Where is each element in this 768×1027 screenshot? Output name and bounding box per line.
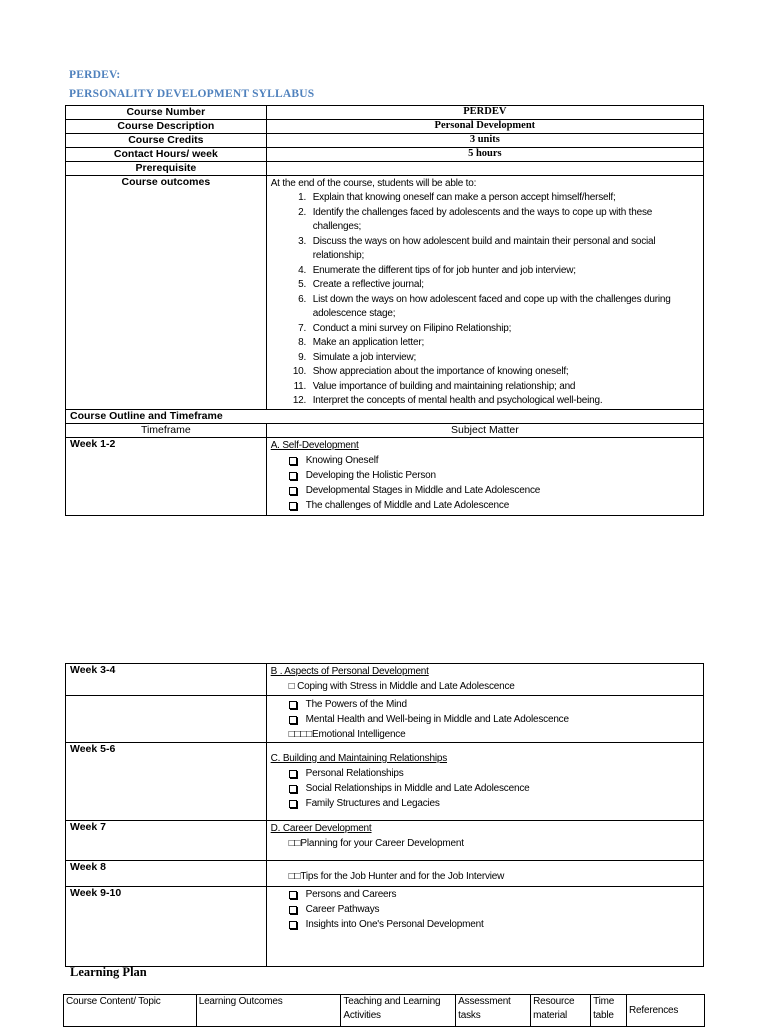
learning-plan-table <box>63 994 705 1027</box>
document-title-line1: PERDEV: <box>69 69 121 81</box>
week-label: Week 3-4 <box>66 664 267 696</box>
checkbox-bullet-icon <box>289 906 297 914</box>
subject-cell <box>266 743 703 821</box>
topic-item: Developmental Stages in Middle and Late Adolescence <box>289 483 699 498</box>
document-title-line2: PERSONALITY DEVELOPMENT SYLLABUS <box>69 88 315 100</box>
week-label: Week 7 <box>66 821 267 861</box>
checkbox-bullet-icon <box>289 891 297 899</box>
lp-column-header: Resource material <box>531 995 591 1027</box>
topic-item: Career Pathways <box>289 902 699 917</box>
topic-list <box>271 887 699 932</box>
topic-list <box>271 766 699 811</box>
outline-title: Course Outline and Timeframe <box>66 410 704 424</box>
outcome-item: 5. Create a reflective journal; <box>309 278 699 293</box>
checkbox-bullet-icon <box>289 800 297 808</box>
course-description-label: Course Description <box>66 120 267 134</box>
outcome-item: 2. Identify the challenges faced by adolescents and the ways to cope up with these challenges; <box>309 206 699 235</box>
outcome-item: 11. Value importance of building and maintaining relationship; and <box>309 380 699 395</box>
prerequisite-label: Prerequisite <box>66 162 267 176</box>
missing-glyph-icon: □□ <box>288 871 301 882</box>
outcome-item: 4. Enumerate the different tips of for job hunter and job interview; <box>309 264 699 279</box>
outcome-item: 7. Conduct a mini survey on Filipino Relationship; <box>309 322 699 337</box>
topic-item: Knowing Oneself <box>289 453 699 468</box>
subject-cell <box>266 664 703 696</box>
subject-matter-header: Subject Matter <box>266 424 703 438</box>
outcome-item: 8. Make an application letter; <box>309 336 699 351</box>
subject-cell <box>266 821 703 861</box>
checkbox-bullet-icon <box>289 716 297 724</box>
outcome-item: 6. List down the ways on how adolescent faced and cope up with the challenges during adolescence stage; <box>309 293 699 322</box>
topic-item: □ Coping with Stress in Middle and Late Adolescence <box>288 681 515 692</box>
section-heading: D. Career Development <box>270 823 372 834</box>
empty-timeframe-cell <box>66 696 267 743</box>
contact-hours-label: Contact Hours/ week <box>66 148 267 162</box>
subject-cell <box>266 438 703 516</box>
topic-item: Developing the Holistic Person <box>289 468 699 483</box>
topic-item: Social Relationships in Middle and Late Adolescence <box>289 781 699 796</box>
checkbox-bullet-icon <box>289 785 297 793</box>
topic-item: The Powers of the Mind <box>289 697 699 712</box>
timeframe-header: Timeframe <box>66 424 267 438</box>
topic-item: Mental Health and Well-being in Middle and Late Adolescence <box>289 712 699 727</box>
outcome-item: 12. Interpret the concepts of mental health and psychological well-being. <box>309 394 699 409</box>
outline-continued-table <box>65 663 704 967</box>
lp-column-header: Assessment tasks <box>456 995 531 1027</box>
week-label: Week 5-6 <box>66 743 267 821</box>
outcome-item: 3. Discuss the ways on how adolescent build and maintain their personal and social relationship; <box>309 235 699 264</box>
checkbox-bullet-icon <box>289 472 297 480</box>
learning-plan-title: Learning Plan <box>70 965 147 979</box>
topic-item: Insights into One's Personal Development <box>289 917 699 932</box>
checkbox-bullet-icon <box>289 502 297 510</box>
subject-cell <box>266 887 703 967</box>
topic-item: □□Tips for the Job Hunter and for the Job Interview <box>288 871 505 882</box>
checkbox-bullet-icon <box>289 770 297 778</box>
week-label: Week 1-2 <box>66 438 267 516</box>
week-label: Week 8 <box>66 861 267 887</box>
section-heading: B . Aspects of Personal Development <box>270 666 429 677</box>
checkbox-bullet-icon <box>289 487 297 495</box>
course-number-value: PERDEV <box>266 106 703 120</box>
checkbox-bullet-icon <box>289 457 297 465</box>
outcome-item: 1. Explain that knowing oneself can make a person accept himself/herself; <box>309 191 699 206</box>
topic-item: Personal Relationships <box>289 766 699 781</box>
topic-item: □□□□Emotional Intelligence <box>288 729 406 740</box>
topic-item: Family Structures and Legacies <box>289 796 699 811</box>
topic-item: Persons and Careers <box>289 887 699 902</box>
topic-item: □□Planning for your Career Development <box>288 838 464 849</box>
outcomes-intro: At the end of the course, students will be able to: <box>270 178 477 189</box>
course-info-table <box>65 105 704 516</box>
subject-cell <box>266 696 703 743</box>
topic-list <box>271 453 699 513</box>
contact-hours-value: 5 hours <box>266 148 703 162</box>
missing-glyph-icon: □□ <box>288 838 301 849</box>
course-outcomes-cell <box>266 176 703 410</box>
topic-item: The challenges of Middle and Late Adolescence <box>289 498 699 513</box>
course-description-value: Personal Development <box>266 120 703 134</box>
section-heading: C. Building and Maintaining Relationships <box>270 753 448 764</box>
week-label: Week 9-10 <box>66 887 267 967</box>
checkbox-bullet-icon <box>289 921 297 929</box>
subject-cell <box>266 861 703 887</box>
lp-column-header: Learning Outcomes <box>196 995 341 1027</box>
course-credits-label: Course Credits <box>66 134 267 148</box>
lp-column-header: Teaching and Learning Activities <box>341 995 456 1027</box>
outcomes-list <box>271 191 699 409</box>
lp-column-header: Time table <box>591 995 627 1027</box>
section-heading: A. Self-Development <box>270 440 359 451</box>
topic-list <box>271 697 699 727</box>
course-number-label: Course Number <box>66 106 267 120</box>
lp-column-header: Course Content/ Topic <box>64 995 197 1027</box>
outcome-item: 9. Simulate a job interview; <box>309 351 699 366</box>
checkbox-bullet-icon <box>289 701 297 709</box>
prerequisite-value <box>266 162 703 176</box>
outcome-item: 10. Show appreciation about the importance of knowing oneself; <box>309 365 699 380</box>
course-outcomes-label: Course outcomes <box>66 176 267 410</box>
missing-glyph-icon: □□□□ <box>288 729 313 740</box>
lp-column-header: References <box>627 995 705 1027</box>
missing-glyph-icon: □ <box>288 681 298 692</box>
course-credits-value: 3 units <box>266 134 703 148</box>
